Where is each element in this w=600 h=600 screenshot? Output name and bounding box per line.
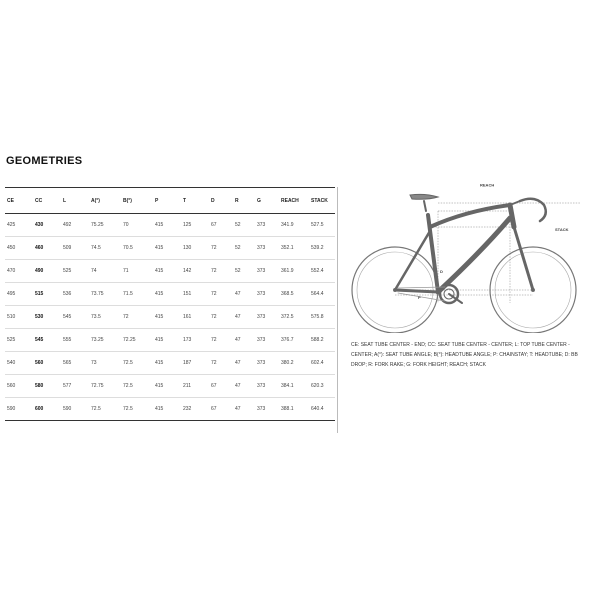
table-row (5, 237, 335, 260)
table-cell: 71.5 (121, 283, 153, 306)
table-cell: 211 (181, 375, 209, 398)
table-cell: 71 (121, 260, 153, 283)
table-cell: 372.5 (279, 306, 309, 329)
column-header: CC (33, 188, 61, 214)
table-row (5, 260, 335, 283)
table-row (5, 352, 335, 375)
table-cell: 72.5 (121, 398, 153, 421)
table-cell: 540 (5, 352, 33, 375)
column-header: A(°) (89, 188, 121, 214)
table-cell: 70 (121, 214, 153, 237)
table-cell: 373 (255, 375, 279, 398)
table-cell: 384.1 (279, 375, 309, 398)
table-cell: 67 (209, 375, 233, 398)
table-cell: 565 (61, 352, 89, 375)
table-cell: 341.9 (279, 214, 309, 237)
table-row (5, 329, 335, 352)
column-header: G (255, 188, 279, 214)
table-cell: 555 (61, 329, 89, 352)
table-cell: 560 (5, 375, 33, 398)
table-cell: 151 (181, 283, 209, 306)
column-header: CE (5, 188, 33, 214)
table-cell: 72.5 (121, 375, 153, 398)
table-cell: 580 (33, 375, 61, 398)
dimension-lines (395, 203, 580, 303)
table-cell: 72 (209, 329, 233, 352)
table-header-row (5, 188, 335, 214)
table-cell: 70.5 (121, 237, 153, 260)
table-body (5, 214, 335, 421)
table-cell: 415 (153, 398, 181, 421)
table-cell: 373 (255, 306, 279, 329)
table-cell: 47 (233, 306, 255, 329)
table-cell: 47 (233, 375, 255, 398)
table-cell: 72.5 (89, 398, 121, 421)
table-cell: 72 (209, 237, 233, 260)
table-cell: 415 (153, 306, 181, 329)
table-cell: 640.4 (309, 398, 335, 421)
table-cell: 161 (181, 306, 209, 329)
table-cell: 577 (61, 375, 89, 398)
table-cell: 525 (61, 260, 89, 283)
table-cell: 490 (33, 260, 61, 283)
column-header: T (181, 188, 209, 214)
table-cell: 515 (33, 283, 61, 306)
table-cell: 52 (233, 260, 255, 283)
table-cell: 590 (5, 398, 33, 421)
table-cell: 368.5 (279, 283, 309, 306)
table-cell: 52 (233, 237, 255, 260)
table-cell: 415 (153, 283, 181, 306)
table-cell: 72 (121, 306, 153, 329)
table-cell: 525 (5, 329, 33, 352)
table-cell: 373 (255, 398, 279, 421)
table-cell: 545 (33, 329, 61, 352)
table-cell: 373 (255, 214, 279, 237)
chainstay-label: P (418, 295, 421, 300)
table-cell: 74 (89, 260, 121, 283)
table-cell: 74.5 (89, 237, 121, 260)
table-cell: 373 (255, 329, 279, 352)
table-cell: 545 (61, 306, 89, 329)
table-cell: 415 (153, 237, 181, 260)
table-cell: 72 (209, 306, 233, 329)
table-cell: 415 (153, 375, 181, 398)
table-cell: 72 (209, 260, 233, 283)
table-cell: 509 (61, 237, 89, 260)
table-cell: 73 (89, 352, 121, 375)
table-cell: 130 (181, 237, 209, 260)
table-cell: 72.25 (121, 329, 153, 352)
table-row (5, 214, 335, 237)
table-cell: 388.1 (279, 398, 309, 421)
bb-drop-label: D (440, 269, 443, 274)
table-cell: 75.25 (89, 214, 121, 237)
table-cell: 187 (181, 352, 209, 375)
table-cell: 373 (255, 352, 279, 375)
table-cell: 72 (209, 283, 233, 306)
table-cell: 620.3 (309, 375, 335, 398)
table-row (5, 306, 335, 329)
geometry-table (5, 187, 335, 421)
table-cell: 52 (233, 214, 255, 237)
table-cell: 73.75 (89, 283, 121, 306)
table-row (5, 375, 335, 398)
table-cell: 352.1 (279, 237, 309, 260)
table-cell: 361.9 (279, 260, 309, 283)
column-header: P (153, 188, 181, 214)
table-cell: 588.2 (309, 329, 335, 352)
table-cell: 415 (153, 329, 181, 352)
column-divider (337, 187, 338, 433)
table-cell: 450 (5, 237, 33, 260)
table-cell: 72 (209, 352, 233, 375)
column-header: STACK (309, 188, 335, 214)
table-cell: 492 (61, 214, 89, 237)
table-cell: 430 (33, 214, 61, 237)
table-cell: 373 (255, 260, 279, 283)
table-cell: 470 (5, 260, 33, 283)
table-cell: 552.4 (309, 260, 335, 283)
table-cell: 73.5 (89, 306, 121, 329)
table-cell: 125 (181, 214, 209, 237)
bike-geometry-diagram (350, 183, 580, 333)
table-cell: 67 (209, 214, 233, 237)
table-cell: 460 (33, 237, 61, 260)
column-header: L (61, 188, 89, 214)
table-cell: 72.5 (121, 352, 153, 375)
table-cell: 373 (255, 283, 279, 306)
table-cell: 67 (209, 398, 233, 421)
table-cell: 415 (153, 260, 181, 283)
table-cell: 47 (233, 398, 255, 421)
column-header: D (209, 188, 233, 214)
table-cell: 47 (233, 329, 255, 352)
table-cell: 142 (181, 260, 209, 283)
table-cell: 510 (5, 306, 33, 329)
table-cell: 539.2 (309, 237, 335, 260)
reach-label: REACH (480, 183, 495, 188)
table-cell: 380.2 (279, 352, 309, 375)
table-cell: 602.4 (309, 352, 335, 375)
table-cell: 373 (255, 237, 279, 260)
table-cell: 530 (33, 306, 61, 329)
table-row (5, 283, 335, 306)
table-cell: 415 (153, 352, 181, 375)
table-cell: 232 (181, 398, 209, 421)
table-cell: 495 (5, 283, 33, 306)
table-cell: 47 (233, 283, 255, 306)
table-cell: 376.7 (279, 329, 309, 352)
table-cell: 425 (5, 214, 33, 237)
column-header: REACH (279, 188, 309, 214)
column-header: R (233, 188, 255, 214)
table-cell: 72.75 (89, 375, 121, 398)
table-row (5, 398, 335, 421)
table-cell: 73.25 (89, 329, 121, 352)
table-cell: 600 (33, 398, 61, 421)
table-cell: 527.5 (309, 214, 335, 237)
column-header: B(°) (121, 188, 153, 214)
table-cell: 47 (233, 352, 255, 375)
table-cell: 564.4 (309, 283, 335, 306)
table-cell: 415 (153, 214, 181, 237)
table-cell: 173 (181, 329, 209, 352)
page-title: GEOMETRIES (6, 155, 83, 167)
geometry-legend: CE: SEAT TUBE CENTER - END; CC: SEAT TUBE CENTER - CENTER; L: TOP TUBE CENTER - CENTER; A(°): SEAT TUBE ANGLE; B(°): HEADTUBE ANGLE; P: CHAINSTAY; T: HEADTUBE; D: BB DROP; R: FORK RAKE; G: FORK HEIGHT; REACH; STACK (351, 342, 578, 368)
stack-label: STACK (555, 227, 569, 232)
table-cell: 575.8 (309, 306, 335, 329)
table-cell: 536 (61, 283, 89, 306)
table-cell: 560 (33, 352, 61, 375)
table-cell: 590 (61, 398, 89, 421)
